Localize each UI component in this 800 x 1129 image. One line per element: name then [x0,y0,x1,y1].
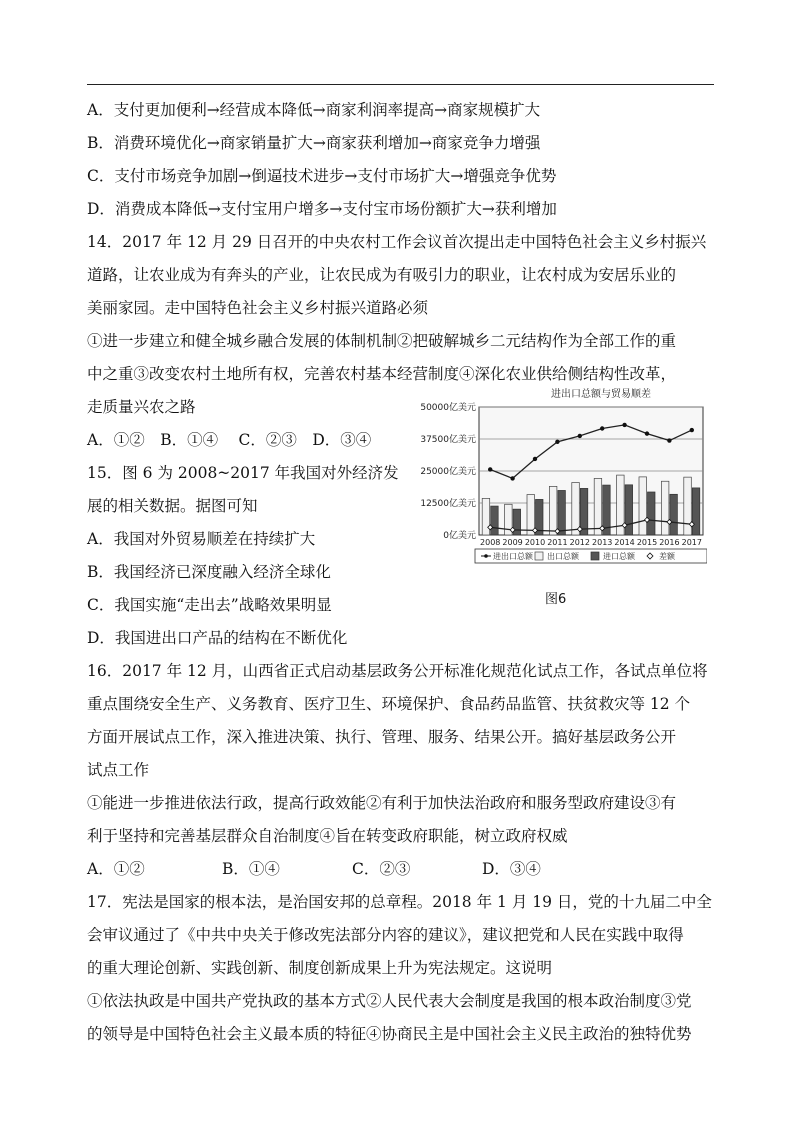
export-bar [684,477,692,535]
export-bar [594,478,602,535]
chart-x-tick-label: 2012 [569,538,590,547]
q14-stem-line: 14．2017 年 12 月 29 日召开的中央农村工作会议首次提出走中国特色社会主义乡村振兴 [87,233,707,251]
chart-y-tick-label: 37500亿美元 [420,435,476,445]
chart-x-tick-label: 2016 [659,538,680,547]
total-trade-point [510,476,514,480]
q17-statement-line: ①依法执政是中国共产党执政的基本方式②人民代表大会制度是我国的根本政治制度③党 [87,992,692,1010]
header-rule [87,84,714,85]
chart-title: 进出口总额与贸易顺差 [551,389,651,400]
q14-stem-line: 道路，让农业成为有奔头的产业，让农民成为有吸引力的职业，让农村成为安居乐业的 [87,266,677,284]
q16-stem-line: 16．2017 年 12 月，山西省正式启动基层政务公开标准化规范化试点工作，各试点单位将 [87,662,708,680]
export-bar [549,486,557,535]
q17-statement-line: 的领导是中国特色社会主义最本质的特征④协商民主是中国社会主义民主政治的独特优势 [87,1025,692,1043]
trade-chart [407,385,707,585]
q13-option-d[interactable]: D．消费成本降低→支付宝用户增多→支付宝市场份额扩大→获利增加 [87,200,557,218]
legend-import-swatch [591,552,599,560]
q17-stem-line: 17．宪法是国家的根本法，是治国安邦的总章程。2018 年 1 月 19 日，党的十九届二中全 [87,893,712,911]
q15-stem-line: 15．图 6 为 2008~2017 年我国对外经济发 [87,464,399,482]
total-trade-point [667,438,671,442]
q15-option-a[interactable]: A．我国对外贸易顺差在持续扩大 [87,530,316,548]
legend-export-swatch [535,552,543,560]
legend-label: 出口总额 [547,552,579,561]
q16-option-a[interactable]: A．①② [87,860,145,878]
total-trade-point [690,428,694,432]
q14-statement-line: ①进一步建立和健全城乡融合发展的体制机制②把破解城乡二元结构作为全部工作的重 [87,332,677,350]
total-trade-point [578,434,582,438]
q15-option-d[interactable]: D．我国进出口产品的结构在不断优化 [87,629,348,647]
q14-statement-line: 走质量兴农之路 [87,398,196,416]
chart-y-tick-label: 0亿美元 [443,531,476,541]
q16-option-c[interactable]: C．②③ [352,860,411,878]
q16-stem-line: 重点围绕安全生产、义务教育、医疗卫生、环境保护、食品药品监管、扶贫救灾等 12 个 [87,695,691,713]
q15-stem-line: 展的相关数据。据图可知 [87,497,258,515]
export-bar [661,481,669,535]
import-bar [558,490,566,535]
q13-option-b[interactable]: B．消费环境优化→商家销量扩大→商家获利增加→商家竞争力增强 [87,134,541,152]
q15-option-b[interactable]: B．我国经济已深度融入经济全球化 [87,563,331,581]
total-trade-point [555,440,559,444]
chart-y-tick-label: 12500亿美元 [420,499,476,509]
legend-label: 差额 [659,552,675,561]
total-trade-point [488,467,492,471]
q16-statement-line: 利于坚持和完善基层群众自治制度④旨在转变政府职能，树立政府权威 [87,827,568,845]
export-bar [527,495,535,535]
total-trade-point [622,423,626,427]
q14-statement-line: 中之重③改变农村土地所有权，完善农村基本经营制度④深化农业供给侧结构性改革， [87,365,677,383]
import-bar [670,494,678,535]
chart-y-tick-label: 25000亿美元 [420,467,476,477]
q13-option-c[interactable]: C．支付市场竞争加剧→倒逼技术进步→支付市场扩大→增强竞争优势 [87,167,557,185]
import-bar [491,506,499,535]
q15-option-c[interactable]: C．我国实施“走出去”战略效果明显 [87,596,332,614]
export-bar [639,477,647,535]
import-bar [625,485,633,535]
legend-total-marker [484,554,488,558]
chart-x-tick-label: 2008 [480,538,501,547]
chart-y-tick-label: 50000亿美元 [420,403,476,413]
q16-stem-line: 方面开展试点工作，深入推进决策、执行、管理、服务、结果公开。搞好基层政务公开 [87,728,677,746]
export-bar [482,498,490,535]
q16-option-b[interactable]: B．①④ [222,860,280,878]
figure-caption: 图6 [545,592,567,607]
chart-x-tick-label: 2017 [681,538,702,547]
total-trade-point [600,426,604,430]
q17-stem-line: 会审议通过了《中共中央关于修改宪法部分内容的建议》，建议把党和人民在实践中取得 [87,926,684,944]
total-trade-point [533,457,537,461]
legend-label: 进出口总额 [493,552,533,561]
q14-options[interactable]: A．①② B．①④ C．②③ D．③④ [87,431,372,449]
import-bar [648,492,656,535]
legend-label: 进口总额 [603,552,635,561]
export-bar [572,483,580,535]
total-trade-point [645,431,649,435]
chart-x-tick-label: 2009 [502,538,523,547]
chart-x-tick-label: 2011 [547,538,568,547]
chart-x-tick-label: 2014 [614,538,635,547]
q16-option-d[interactable]: D．③④ [482,860,541,878]
q16-stem-line: 试点工作 [87,761,150,779]
import-bar [692,488,700,535]
chart-x-tick-label: 2010 [524,538,546,547]
q14-stem-line: 美丽家园。走中国特色社会主义乡村振兴道路必须 [87,299,429,317]
chart-x-tick-label: 2015 [636,538,658,547]
q13-option-a[interactable]: A．支付更加便利→经营成本降低→商家利润率提高→商家规模扩大 [87,101,541,119]
chart-x-tick-label: 2013 [592,538,613,547]
q16-statement-line: ①能进一步推进依法行政，提高行政效能②有利于加快法治政府和服务型政府建设③有 [87,794,677,812]
q17-stem-line: 的重大理论创新、实践创新、制度创新成果上升为宪法规定。这说明 [87,959,553,977]
